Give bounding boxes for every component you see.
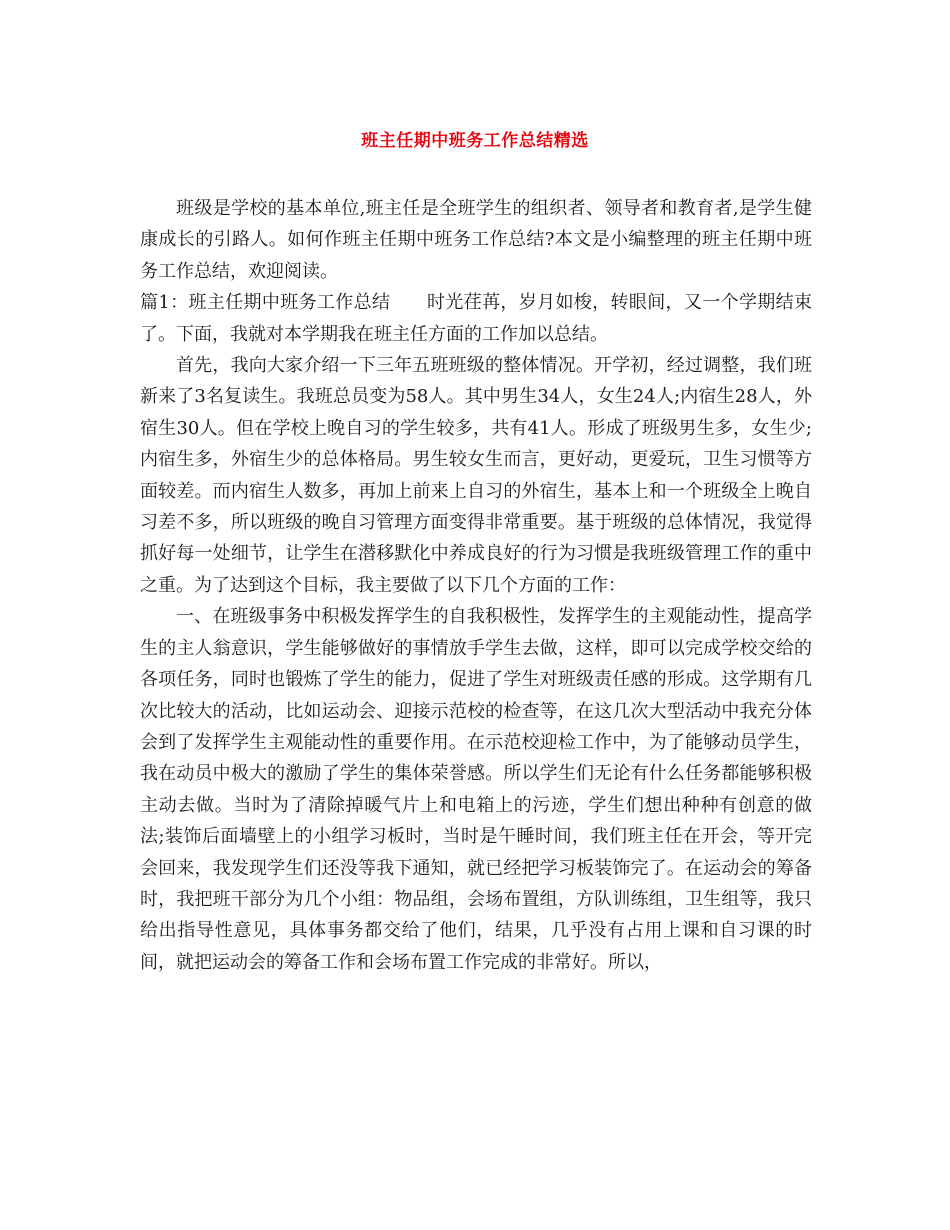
- document-title: 班主任期中班务工作总结精选: [361, 131, 589, 151]
- paragraph-class-overview: 首先，我向大家介绍一下三年五班班级的整体情况。开学初，经过调整，我们班新来了3名复读生。我班总员变为58人。其中男生34人，女生24人;内宿生28人，外宿生30人。但在学校上晚自习的学生较多，共有41人。形成了班级男生多，女生少;内宿生多，外宿生少的总体格局。男生较女生而言，更好动，更爱玩，卫生习惯等方面较差。而内宿生人数多，再加上前来上自习的外宿生，基本上和一个班级全上晚自习差不多，所以班级的晚自习管理方面变得非常重要。基于班级的总体情况，我觉得抓好每一处细节，让学生在潜移默化中养成良好的行为习惯是我班级管理工作的重中之重。为了达到这个目标，我主要做了以下几个方面的工作：: [140, 355, 812, 596]
- paragraph-section-one: 一、在班级事务中积极发挥学生的自我积极性，发挥学生的主观能动性，提高学生的主人翁意识，学生能够做好的事情放手学生去做，这样，即可以完成学校交给的各项任务，同时也锻炼了学生的能力，促进了学生对班级责任感的形成。这学期有几次比较大的活动，比如运动会、迎接示范校的检查等，在这几次大型活动中我充分体会到了发挥学生主观能动性的重要作用。在示范校迎检工作中，为了能够动员学生，我在动员中极大的激励了学生的集体荣誉感。所以学生们无论有什么任务都能够积极主动去做。当时为了清除掉暖气片上和电箱上的污迹，学生们想出种种有创意的做法;装饰后面墙壁上的小组学习板时，当时是午睡时间，我们班主任在开会，等开完会回来，我发现学生们还没等我下通知，就已经把学习板装饰完了。在运动会的筹备时，我把班干部分为几个小组：物品组，会场布置组，方队训练组，卫生组等，我只给出指导性意见，具体事务都交给了他们，结果，几乎没有占用上课和自习课的时间，就把运动会的筹备工作和会场布置工作完成的非常好。所以，: [140, 606, 812, 973]
- document-body: [140, 193, 812, 978]
- paragraph-article-1-heading: 篇1：班主任期中班务工作总结 时光荏苒，岁月如梭，转眼间，又一个学期结束了。下面，我就对本学期我在班主任方面的工作加以总结。: [140, 292, 812, 345]
- paragraph-intro: 班级是学校的基本单位,班主任是全班学生的组织者、领导者和教育者,是学生健康成长的引路人。如何作班主任期中班务工作总结?本文是小编整理的班主任期中班务工作总结，欢迎阅读。: [140, 198, 812, 282]
